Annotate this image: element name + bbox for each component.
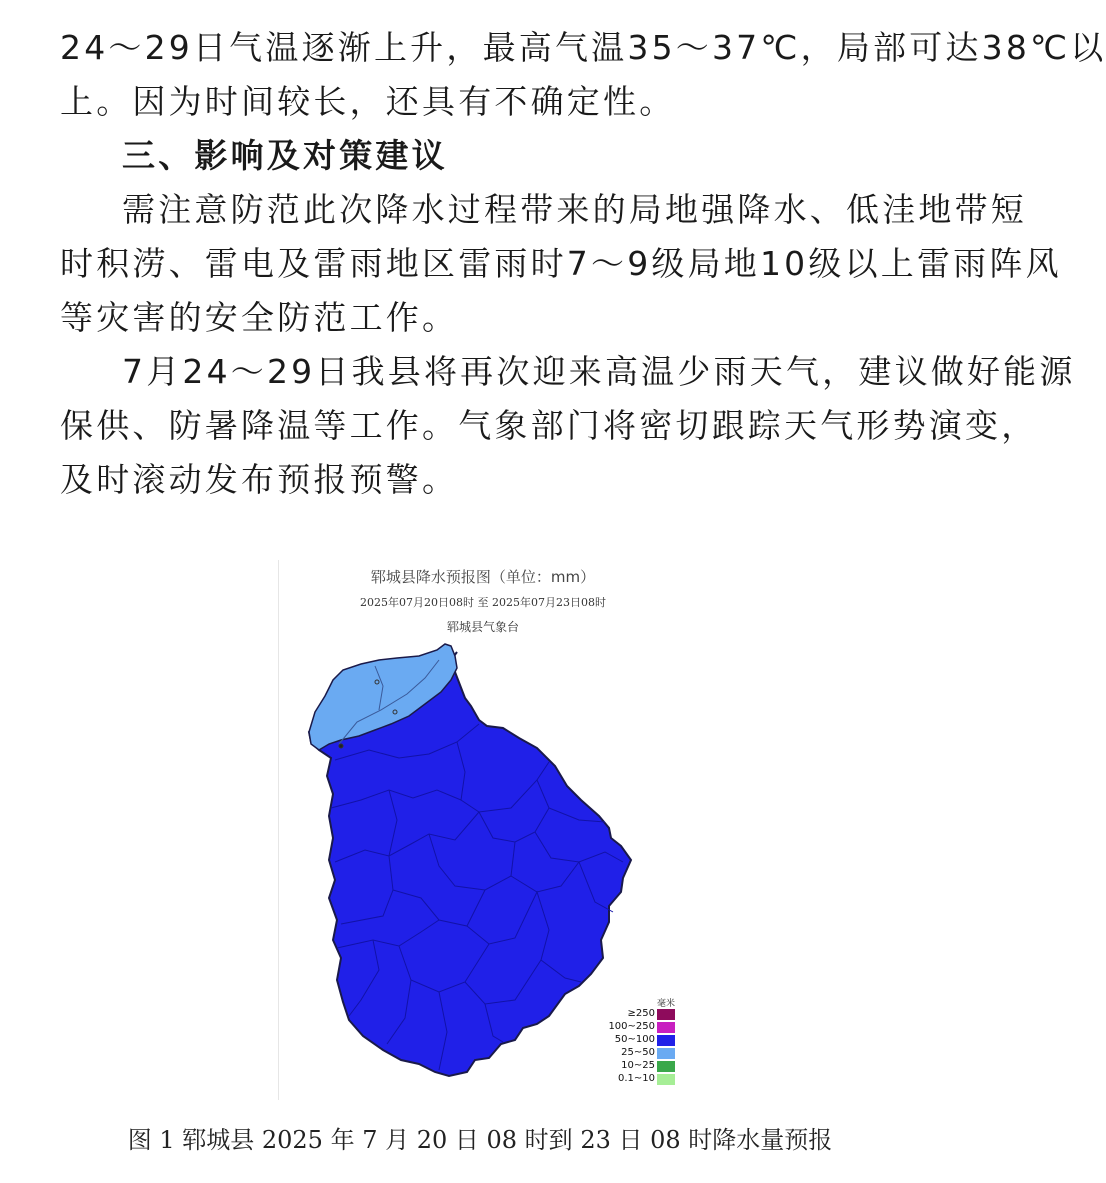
legend-row (593, 1034, 683, 1046)
paragraph-line: 需注意防范此次降水过程带来的局地强降水、低洼地带短 (122, 190, 1027, 229)
legend-row (593, 1021, 683, 1033)
paragraph-line: 7月24～29日我县将再次迎来高温少雨天气，建议做好能源 (122, 352, 1076, 391)
legend-row (593, 1073, 683, 1085)
legend-swatch (657, 1022, 675, 1033)
legend-row (593, 1060, 683, 1072)
paragraph-line: 24～29日气温逐渐上升，最高气温35～37℃，局部可达38℃以 (60, 28, 1106, 67)
legend-unit: 毫米 (657, 999, 676, 1009)
map-title: 郓城县降水预报图（单位：mm） (370, 568, 596, 586)
map-issuer: 郓城县气象台 (446, 620, 519, 634)
paragraph-line: 时积涝、雷电及雷雨地区雷雨时7～9级局地10级以上雷雨阵风 (60, 244, 1062, 283)
map-period: 2025年07月20日08时 至 2025年07月23日08时 (360, 596, 606, 609)
legend-swatch (657, 1009, 675, 1020)
legend-label: ≥250 (627, 1008, 655, 1019)
figure-caption: 图 1 郓城县 2025 年 7 月 20 日 08 时到 23 日 08 时降水量预报 (127, 1126, 833, 1154)
section-heading: 三、影响及对策建议 (122, 136, 448, 175)
paragraph-line: 保供、防暑降温等工作。气象部门将密切跟踪天气形势演变， (60, 406, 1038, 445)
legend-row (593, 1047, 683, 1059)
legend-swatch (657, 1061, 675, 1072)
paragraph-line: 等灾害的安全防范工作。 (60, 298, 459, 337)
legend-swatch (657, 1035, 675, 1046)
paragraph-line: 上。因为时间较长，还具有不确定性。 (60, 82, 676, 121)
legend-swatch (657, 1074, 675, 1085)
legend-row (593, 1008, 683, 1020)
legend-label: 25~50 (621, 1047, 655, 1058)
paragraph-line: 及时滚动发布预报预警。 (60, 460, 459, 499)
precipitation-map-figure (278, 560, 687, 1100)
legend-swatch (657, 1048, 675, 1059)
legend-label: 50~100 (614, 1034, 655, 1045)
legend-label: 10~25 (621, 1060, 655, 1071)
legend-label: 0.1~10 (617, 1073, 655, 1084)
legend-label: 100~250 (608, 1021, 655, 1032)
